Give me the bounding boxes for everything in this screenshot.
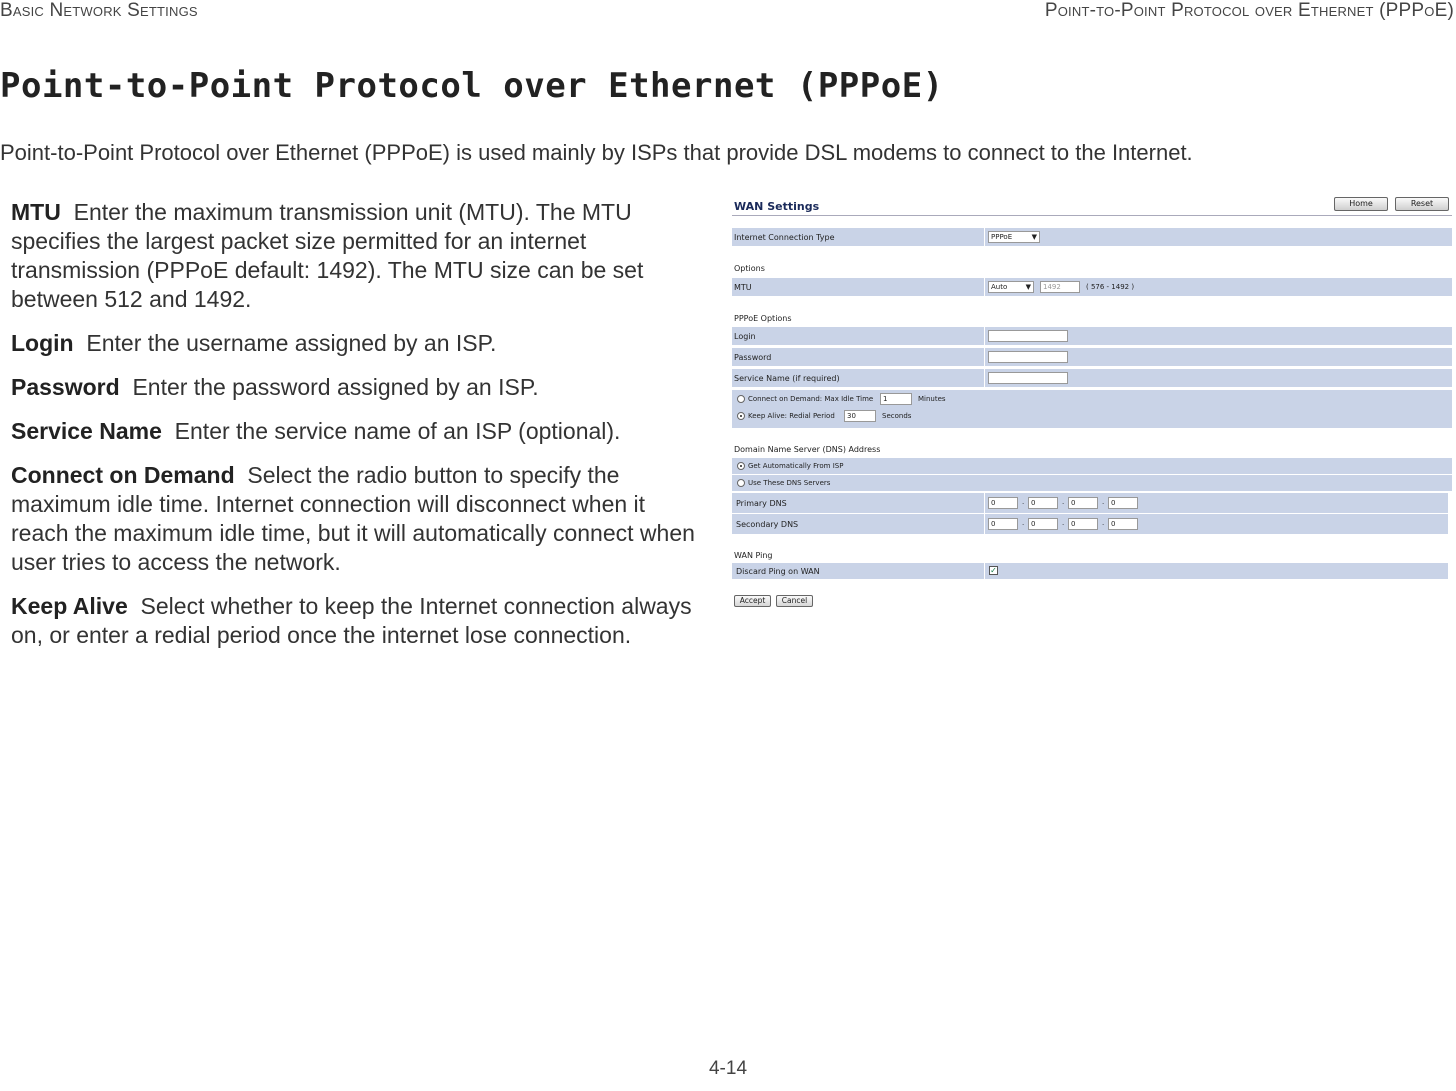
definition-term: Service Name: [11, 418, 162, 444]
minutes-label: Minutes: [918, 395, 946, 403]
login-row: [732, 327, 1452, 346]
definition-keep-alive: [11, 592, 703, 650]
mtu-label: MTU: [734, 283, 752, 292]
secondary-dns-octet-4[interactable]: 0: [1108, 518, 1138, 530]
connection-type-value-cell: [984, 228, 1452, 246]
password-input[interactable]: [988, 351, 1068, 363]
intro-paragraph: Point-to-Point Protocol over Ethernet (PPPoE) is used mainly by ISPs that provide DSL modems to connect to the Internet.: [0, 140, 1193, 165]
connection-type-selected: PPPoE: [991, 233, 1013, 241]
dot-separator: .: [1022, 519, 1025, 527]
service-name-label: Service Name (if required): [734, 374, 840, 383]
definition-text: Enter the maximum transmission unit (MTU). The MTU specifies the largest packet size permitted for an internet transmission (PPPoE default: 1492). The MTU size can be set between 512 and 1492.: [11, 199, 644, 312]
login-label: Login: [734, 332, 756, 341]
primary-dns-octet-3[interactable]: 0: [1068, 497, 1098, 509]
dot-separator: .: [1062, 498, 1065, 506]
mtu-mode-selected: Auto: [991, 283, 1008, 291]
cancel-button[interactable]: Cancel: [776, 595, 813, 607]
connect-on-demand-label: Connect on Demand: Max Idle Time: [748, 395, 874, 403]
chevron-down-icon: ▼: [1025, 283, 1031, 291]
primary-dns-octet-2[interactable]: 0: [1028, 497, 1058, 509]
pppoe-options-section-label: PPPoE Options: [734, 314, 792, 323]
page-title: Point-to-Point Protocol over Ethernet (PPPoE): [0, 66, 944, 106]
primary-dns-octet-1[interactable]: 0: [988, 497, 1018, 509]
reset-button[interactable]: Reset: [1395, 197, 1449, 211]
definition-connect-on-demand: [11, 461, 703, 577]
definition-service-name: [11, 417, 703, 446]
wan-settings-screenshot: [728, 192, 1454, 612]
password-value-cell: [984, 348, 1452, 366]
divider: [732, 215, 1452, 216]
mtu-row: [732, 278, 1452, 297]
connection-type-label: Internet Connection Type: [734, 233, 835, 242]
accept-button[interactable]: Accept: [734, 595, 771, 607]
definition-term: Keep Alive: [11, 593, 128, 619]
definition-text: Enter the username assigned by an ISP.: [86, 330, 497, 356]
login-value-cell: [984, 327, 1452, 345]
secondary-dns-octet-1[interactable]: 0: [988, 518, 1018, 530]
header-page-topic: Point-to-Point Protocol over Ethernet (PPPoE): [1044, 0, 1454, 21]
primary-dns-label: Primary DNS: [736, 499, 787, 508]
dot-separator: .: [1022, 498, 1025, 506]
service-name-row: [732, 369, 1452, 388]
definition-text: Select whether to keep the Internet connection always on, or enter a redial period once the internet lose connection.: [11, 593, 692, 648]
definition-term: Login: [11, 330, 74, 356]
wan-ping-section-label: WAN Ping: [734, 551, 773, 560]
login-input[interactable]: [988, 330, 1068, 342]
secondary-dns-label: Secondary DNS: [736, 520, 799, 529]
secondary-dns-value-cell: [984, 514, 1448, 534]
definition-text: Enter the service name of an ISP (optional).: [174, 418, 621, 444]
definition-list: [11, 198, 703, 665]
service-name-input[interactable]: [988, 372, 1068, 384]
definition-mtu: [11, 198, 703, 314]
wan-settings-title: WAN Settings: [734, 200, 820, 213]
options-section-label: Options: [734, 264, 765, 273]
seconds-label: Seconds: [882, 412, 912, 420]
mtu-mode-select[interactable]: [988, 281, 1034, 293]
definition-text: Enter the password assigned by an ISP.: [132, 374, 539, 400]
connect-on-demand-radio[interactable]: [737, 395, 745, 403]
home-button[interactable]: Home: [1334, 197, 1388, 211]
dns-auto-radio[interactable]: [737, 462, 745, 470]
dns-manual-radio[interactable]: [737, 479, 745, 487]
connection-mode-row: [732, 390, 1452, 428]
password-row: [732, 348, 1452, 367]
dns-auto-label: Get Automatically From ISP: [748, 462, 844, 470]
connection-type-row: [732, 228, 1452, 247]
definition-login: [11, 329, 703, 358]
chevron-down-icon: ▼: [1031, 233, 1037, 241]
dot-separator: .: [1062, 519, 1065, 527]
dot-separator: .: [1102, 519, 1105, 527]
secondary-dns-octet-2[interactable]: 0: [1028, 518, 1058, 530]
primary-dns-octet-4[interactable]: 0: [1108, 497, 1138, 509]
header-section-title: Basic Network Settings: [0, 0, 198, 21]
discard-ping-checkbox[interactable]: ✓: [990, 566, 997, 575]
dns-manual-row: [732, 475, 1452, 491]
primary-dns-row: [732, 493, 1448, 514]
primary-dns-value-cell: [984, 493, 1448, 513]
dns-auto-row: [732, 458, 1452, 474]
keep-alive-label: Keep Alive: Redial Period: [748, 412, 835, 420]
password-label: Password: [734, 353, 772, 362]
page-number: 4-14: [708, 1058, 748, 1079]
discard-ping-row: [732, 563, 1448, 580]
mtu-input[interactable]: 1492: [1040, 281, 1080, 293]
secondary-dns-row: [732, 514, 1448, 535]
definition-password: [11, 373, 703, 402]
dns-section-label: Domain Name Server (DNS) Address: [734, 445, 881, 454]
dot-separator: .: [1102, 498, 1105, 506]
definition-term: Connect on Demand: [11, 462, 235, 488]
discard-ping-value-cell: [984, 563, 1448, 579]
definition-term: MTU: [11, 199, 61, 225]
discard-ping-label: Discard Ping on WAN: [736, 567, 820, 576]
redial-period-input[interactable]: 30: [844, 410, 876, 422]
service-name-value-cell: [984, 369, 1452, 387]
definition-text: Select the radio button to specify the maximum idle time. Internet connection will disconnect when it reach the maximum idle time, but it will automatically connect when user tries to access the network.: [11, 462, 695, 575]
mtu-range: ( 576 - 1492 ): [1086, 283, 1135, 291]
keep-alive-radio[interactable]: [737, 412, 745, 420]
mtu-value-cell: [984, 278, 1452, 296]
max-idle-time-input[interactable]: 1: [880, 393, 912, 405]
secondary-dns-octet-3[interactable]: 0: [1068, 518, 1098, 530]
dns-manual-label: Use These DNS Servers: [748, 479, 831, 487]
connection-type-select[interactable]: [988, 231, 1040, 243]
definition-term: Password: [11, 374, 120, 400]
